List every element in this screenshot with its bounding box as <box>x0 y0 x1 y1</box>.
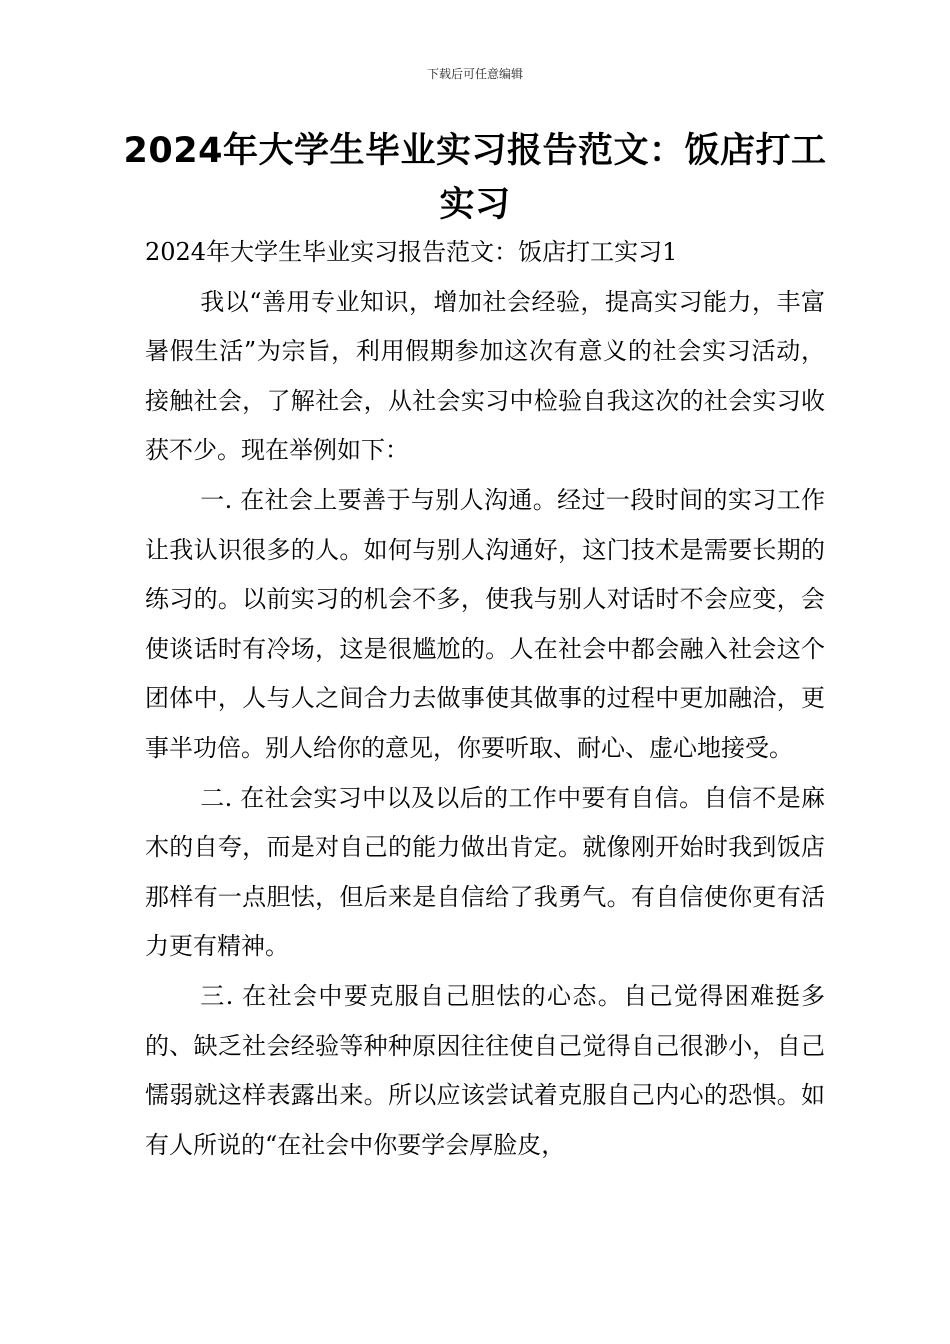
document-body <box>145 228 825 1170</box>
paragraph-point-three: 三. 在社会中要克服自己胆怯的心态。自己觉得困难挺多的、缺乏社会经验等种种原因往往使自己觉得自己很渺小，自己懦弱就这样表露出来。所以应该尝试着克服自己内心的恐惧。如有人所说的“在社会中你要学会厚脸皮， <box>145 981 825 1159</box>
paragraph-intro: 我以“善用专业知识，增加社会经验，提高实习能力，丰富暑假生活”为宗旨，利用假期参加这次有意义的社会实习活动，接触社会，了解社会，从社会实习中检验自我这次的社会实习收获不少。现在举例如下： <box>145 287 825 465</box>
paragraph-point-two: 二. 在社会实习中以及以后的工作中要有自信。自信不是麻木的自夸，而是对自己的能力做出肯定。就像刚开始时我到饭店那样有一点胆怯，但后来是自信给了我勇气。有自信使你更有活力更有精神。 <box>145 783 825 961</box>
paragraph-point-one: 一. 在社会上要善于与别人沟通。经过一段时间的实习工作让我认识很多的人。如何与别人沟通好，这门技术是需要长期的练习的。以前实习的机会不多，使我与别人对话时不会应变，会使谈话时有冷场，这是很尴尬的。人在社会中都会融入社会这个团体中，人与人之间合力去做事使其做事的过程中更加融洽，更事半功倍。别人给你的意见，你要听取、耐心、虚心地接受。 <box>145 485 825 762</box>
document-subtitle: 2024年大学生毕业实习报告范文：饭店打工实习1 <box>145 238 678 266</box>
page-header-note: 下载后可任意编辑 <box>426 67 523 81</box>
document-title: 2024年大学生毕业实习报告范文：饭店打工实习 <box>123 131 827 225</box>
